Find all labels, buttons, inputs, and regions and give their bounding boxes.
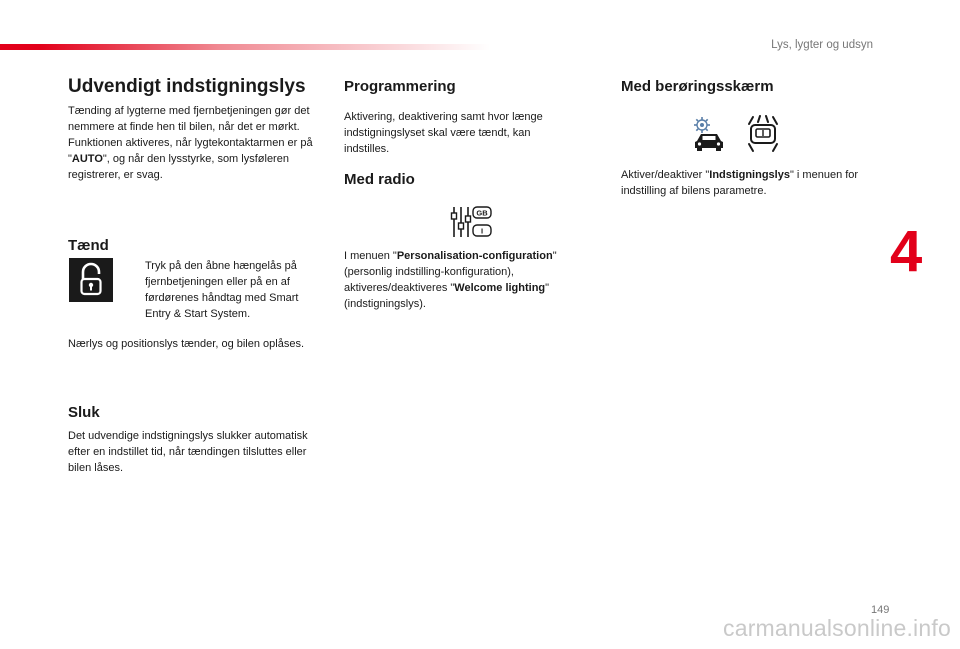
radio-text: I menuen "Personalisation-configuration" (personlig indstilling-konfiguration), aktiveres/deaktiveres "Welcome lighting" (indstigningslys). — [344, 250, 557, 310]
sluk-heading: Sluk — [68, 404, 100, 421]
programmering-heading: Programmering — [344, 78, 456, 95]
radio-icon-label-i: I — [480, 226, 484, 236]
car-settings-icon — [688, 115, 728, 153]
car-lights-icon — [744, 115, 782, 153]
section-title: Lys, lygter og udsyn — [771, 39, 873, 51]
page-number: 149 — [871, 604, 890, 616]
taend-bullet-text: Tryk på den åbne hængelås på fjernbetjeningen eller på en af førdørenes håndtag med Smart Entry & Start System. — [145, 260, 299, 320]
touchscreen-heading: Med berøringsskærm — [621, 78, 774, 95]
touchscreen-text: Aktiver/deaktiver "Indstigningslys" i menuen for indstilling af bilens parametre. — [621, 169, 859, 197]
chapter-number: 4 — [890, 219, 923, 284]
intro-paragraph: Tænding af lygterne med fjernbetjeningen gør det nemmere at finde hen til bilen, når det er mørkt. Funktionen aktiveres, når lygtekontaktarmen er på "AUTO", og når den lysstyrke, som lysføleren registrerer, er svag. — [68, 105, 313, 181]
taend-heading: Tænd — [68, 237, 109, 254]
watermark: carmanualsonline.info — [723, 615, 951, 641]
page-title: Udvendigt indstigningslys — [68, 76, 306, 97]
header-accent-bar — [0, 44, 490, 50]
programmering-text: Aktivering, deaktivering samt hvor længe indstigningslyset skal være tændt, kan indstilles. — [344, 111, 543, 155]
settings-sliders-icon — [450, 204, 494, 240]
radio-heading: Med radio — [344, 171, 415, 188]
padlock-open-icon — [69, 258, 113, 302]
sluk-text: Det udvendige indstigningslys slukker automatisk efter en indstillet tid, når tændingen tilsluttes eller bilen låses. — [68, 430, 308, 474]
taend-note: Nærlys og positionslys tænder, og bilen oplåses. — [68, 338, 305, 350]
radio-icon-label-gb: GB — [476, 208, 488, 218]
